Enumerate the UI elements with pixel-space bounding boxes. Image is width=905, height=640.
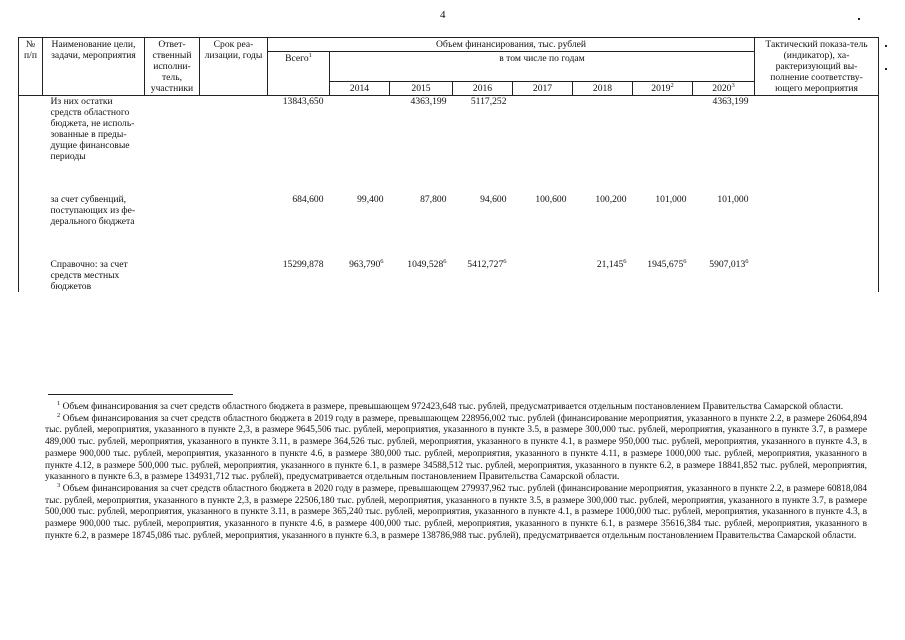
table-row: [19, 227, 879, 292]
header-total: Всего$^1$: [268, 52, 330, 96]
cell-2016: 5412,727$^6$: [467, 257, 507, 270]
cell-2018: [573, 96, 633, 163]
cell-2015: 1049,528$^6$: [407, 257, 447, 270]
cell-total: 15299,878: [282, 259, 324, 270]
row-label: за счет субвенций, поступающих из фе-дерального бюджета: [50, 194, 136, 227]
scan-speck: [885, 45, 887, 47]
cell-2019: [633, 96, 693, 163]
cell-2019: 101,000: [655, 194, 687, 205]
cell-total: 13843,650: [282, 96, 324, 107]
cell-2014: 963,790$^6$: [349, 257, 384, 270]
cell-2020: 5907,013$^6$: [709, 257, 749, 270]
header-by-year: в том числе по годам: [330, 52, 755, 82]
cell-2019: 1945,675$^6$: [647, 257, 687, 270]
cell-2020: 101,000: [717, 194, 749, 205]
cell-2018: 21,145$^6$: [596, 257, 627, 270]
cell-2016: 5117,252: [470, 96, 507, 107]
header-year-2018: 2018: [573, 82, 633, 96]
cell-2017: [513, 227, 573, 292]
table-row: [19, 162, 879, 227]
header-responsible: Ответ-ственный исполни-тель, участники: [145, 38, 200, 96]
footnotes: [45, 399, 868, 542]
cell-2016: 94,600: [480, 194, 507, 205]
page-number: 4: [440, 9, 446, 21]
header-year-2017: 2017: [513, 82, 573, 96]
header-year-2014: 2014: [330, 82, 390, 96]
header-indicator: Тактический показа-тель (индикатор), ха-рактеризующий вы-полнение соответству-ющего мероприятия: [755, 38, 879, 96]
cell-2018: 100,200: [595, 194, 627, 205]
cell-2015: 87,800: [420, 194, 447, 205]
footnote-separator: [48, 394, 233, 395]
cell-2015: 4363,199: [410, 96, 447, 107]
header-year-2019: 2019$^2$: [633, 82, 693, 96]
header-year-2020: 2020$^3$: [693, 82, 755, 96]
scan-speck: [885, 68, 887, 70]
row-label: Из них остатки средств областного бюджета, не исполь-зованные в преды-дущие финансовые периоды: [50, 96, 135, 162]
header-year-2015: 2015: [390, 82, 453, 96]
footnote-3: $^3$ Объем финансирования за счет средств областного бюджета в 2020 году в размере, превышающем 279937,962 тыс. рублей (финансирование мероприятия, указанного в пункте 2.2, в размере 60818,084 тыс. рублей, мероприятия, указанного в пункте 2,3, в размере 22506,180 тыс. рублей, мероприятия, указанного в пункте 3.5, в размере 300,000 тыс. рублей, мероприятия, указанного в пункте 3.7, в размере 500,000 тыс. рублей, мероприятия, указанного в пункте 3.11, в размере 365,240 тыс. рублей, мероприятия, указанного в пункте 4.1, в размере 1000,000 тыс. рублей, мероприятия, указанного в пункте 4.3, в размере 900,000 тыс. рублей, мероприятия, указанного в пункте 4.6, в размере 400,000 тыс. рублей, мероприятия, указанного в пункте 6.1, в размере 35616,384 тыс. рублей, мероприятия, указанного в пункте 6.2, в размере 18745,086 тыс. рублей, мероприятия, указанного в пункте 6.3, в размере 138786,988 тыс. рублей), предусматривается отдельным постановлением Правительства Самарской области.: [45, 481, 868, 541]
cell-2017: [513, 96, 573, 163]
cell-2014: [330, 96, 390, 163]
header-term: Срок реа-лизации, годы: [200, 38, 268, 96]
footnote-2: $^2$ Объем финансирования за счет средств областного бюджета в 2019 году в размере, превышающем 228956,002 тыс. рублей (финансирование мероприятия, указанного в пункте 2.2, в размере 26064,894 тыс. рублей, мероприятия, указанного в пункте 2,3, в размере 9645,506 тыс. рублей, мероприятия, указанного в пункте 3.5, в размере 300,000 тыс. рублей, мероприятия, указанного в пункте 3.7, в размере 489,000 тыс. рублей, мероприятия, указанного в пункте 3.11, в размере 364,526 тыс. рублей, мероприятия, указанного в пункте 4.1, в размере 950,000 тыс. рублей, мероприятия, указанного в пункте 4.3, в размере 900,000 тыс. рублей, мероприятия, указанного в пункте 4.6, в размере 380,000 тыс. рублей, мероприятия, указанного в пункте 4.11, в размере 1000,000 тыс. рублей, мероприятия, указанного в пункте 4.12, в размере 500,000 тыс. рублей, мероприятия, указанного в пункте 6.1, в размере 34588,512 тыс. рублей, мероприятия, указанного в пункте 6.2, в размере 18841,852 тыс. рублей, мероприятия, указанного в пункте 6.3, в размере 134931,712 тыс. рублей), предусматривается отдельным постановлением Правительства Самарской области.: [45, 411, 868, 483]
scan-speck: [858, 18, 860, 20]
cell-2017: 100,600: [535, 194, 567, 205]
header-funding: Объем финансирования, тыс. рублей: [268, 38, 755, 52]
footnote-1: $^1$ Объем финансирования за счет средств областного бюджета в размере, превышающем 972423,648 тыс. рублей, предусматривается отдельным постановлением Правительства Самарской области.: [57, 399, 844, 412]
row-label: Справочно: за счет средств местных бюджетов: [50, 259, 128, 292]
table-row: [19, 96, 879, 163]
cell-total: 684,600: [292, 194, 324, 205]
header-number: № п/п: [19, 38, 43, 96]
header-year-2016: 2016: [453, 82, 513, 96]
funding-table: [18, 37, 879, 292]
cell-2020: 4363,199: [712, 96, 749, 107]
cell-2014: 99,400: [357, 194, 384, 205]
header-name: Наименование цели, задачи, мероприятия: [43, 38, 145, 96]
